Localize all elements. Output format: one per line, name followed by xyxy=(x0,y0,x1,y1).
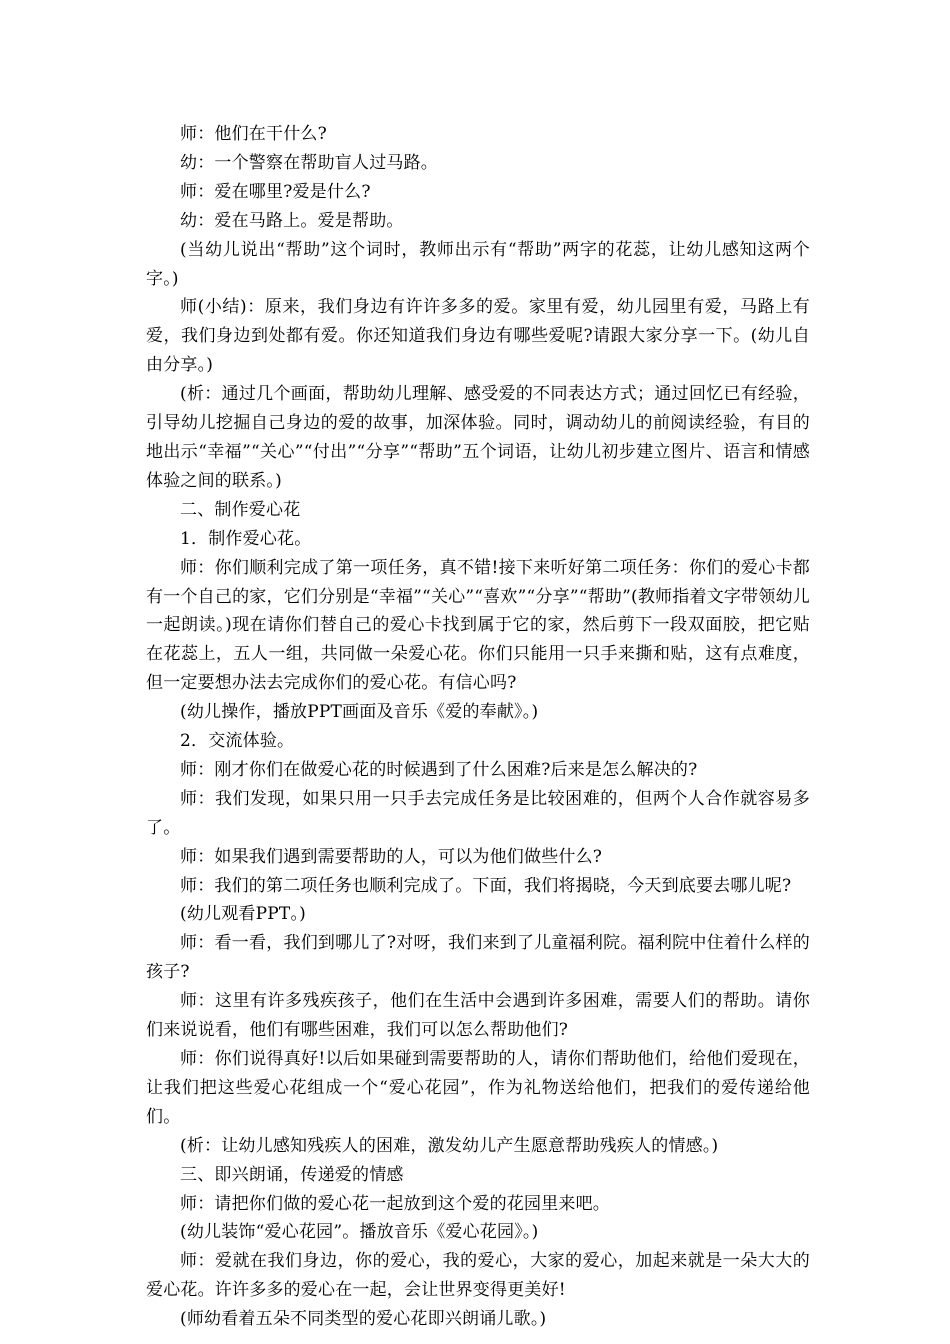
dialogue-line: 师：爱就在我们身边，你的爱心，我的爱心，大家的爱心，加起来就是一朵大大的爱心花。许许多多的爱心在一起，会让世界变得更美好! xyxy=(146,1251,810,1301)
stage-note: (幼儿装饰“爱心花园”。播放音乐《爱心花园》。) xyxy=(180,1222,539,1243)
dialogue-line: 师：刚才你们在做爱心花的时候遇到了什么困难?后来是怎么解决的? xyxy=(180,759,698,780)
dialogue-line: 师：他们在干什么? xyxy=(180,124,327,144)
dialogue-line: 师：你们顺利完成了第一项任务，真不错!接下来听好第二项任务：你们的爱心卡都有一个自己的家，它们分别是“幸福”“关心”“喜欢”“分享”“帮助”(教师指着文字带领幼儿一起朗读。)现在请你们替自己的爱心卡找到属于它的家，然后剪下一段双面胶，把它贴在花蕊上，五人一组，共同做一朵爱心花。你们只能用一只手来撕和贴，这有点难度，但一定要想办法去完成你们的爱心花。有信心吗? xyxy=(146,557,810,694)
dialogue-line: 师：这里有许多残疾孩子，他们在生活中会遇到许多困难，需要人们的帮助。请你们来说说看，他们有哪些困难，我们可以怎么帮助他们? xyxy=(146,991,810,1041)
stage-note: (师幼看着五朵不同类型的爱心花即兴朗诵儿歌。) xyxy=(180,1309,547,1330)
analysis-note: (析：通过几个画面，帮助幼儿理解、感受爱的不同表达方式；通过回忆已有经验，引导幼儿挖掘自己身边的爱的故事，加深体验。同时，调动幼儿的前阅读经验，有目的地出示“幸福”“关心”“付出”“分享”“帮助”五个词语，让幼儿初步建立图片、语言和情感体验之间的联系。) xyxy=(146,384,810,491)
stage-note: (当幼儿说出“帮助”这个词时，教师出示有“帮助”两字的花蕊，让幼儿感知这两个字。) xyxy=(146,239,810,289)
dialogue-line: 师：你们说得真好!以后如果碰到需要帮助的人，请你们帮助他们，给他们爱现在，让我们把这些爱心花组成一个“爱心花园”，作为礼物送给他们，把我们的爱传递给他们。 xyxy=(146,1049,810,1127)
document-body xyxy=(146,120,810,1334)
dialogue-line: 师(小结)：原来，我们身边有许许多多的爱。家里有爱，幼儿园里有爱，马路上有爱，我们身边到处都有爱。你还知道我们身边有哪些爱呢?请跟大家分享一下。(幼儿自由分享。) xyxy=(146,297,810,376)
stage-note: (幼儿观看PPT。) xyxy=(180,904,306,925)
dialogue-line: 师：看一看，我们到哪儿了?对呀，我们来到了儿童福利院。福利院中住着什么样的孩子? xyxy=(146,933,810,983)
dialogue-line: 幼：一个警察在帮助盲人过马路。 xyxy=(180,152,438,173)
subsection-heading: 2．交流体验。 xyxy=(180,731,295,752)
dialogue-line: 师：我们的第二项任务也顺利完成了。下面，我们将揭晓，今天到底要去哪儿呢? xyxy=(180,875,792,896)
stage-note: (幼儿操作，播放PPT画面及音乐《爱的奉献》。) xyxy=(180,702,539,723)
dialogue-line: 师：如果我们遇到需要帮助的人，可以为他们做些什么? xyxy=(180,846,603,867)
analysis-note: (析：让幼儿感知残疾人的困难，激发幼儿产生愿意帮助残疾人的情感。) xyxy=(180,1135,719,1156)
section-heading: 三、即兴朗诵，传递爱的情感 xyxy=(180,1164,404,1185)
dialogue-line: 师：请把你们做的爱心花一起放到这个爱的花园里来吧。 xyxy=(180,1193,610,1214)
dialogue-line: 师：爱在哪里?爱是什么? xyxy=(180,181,371,202)
subsection-heading: 1．制作爱心花。 xyxy=(180,528,312,549)
section-heading: 二、制作爱心花 xyxy=(180,499,301,520)
dialogue-line: 幼：爱在马路上。爱是帮助。 xyxy=(180,210,404,231)
dialogue-line: 师：我们发现，如果只用一只手去完成任务是比较困难的，但两个人合作就容易多了。 xyxy=(146,788,810,838)
